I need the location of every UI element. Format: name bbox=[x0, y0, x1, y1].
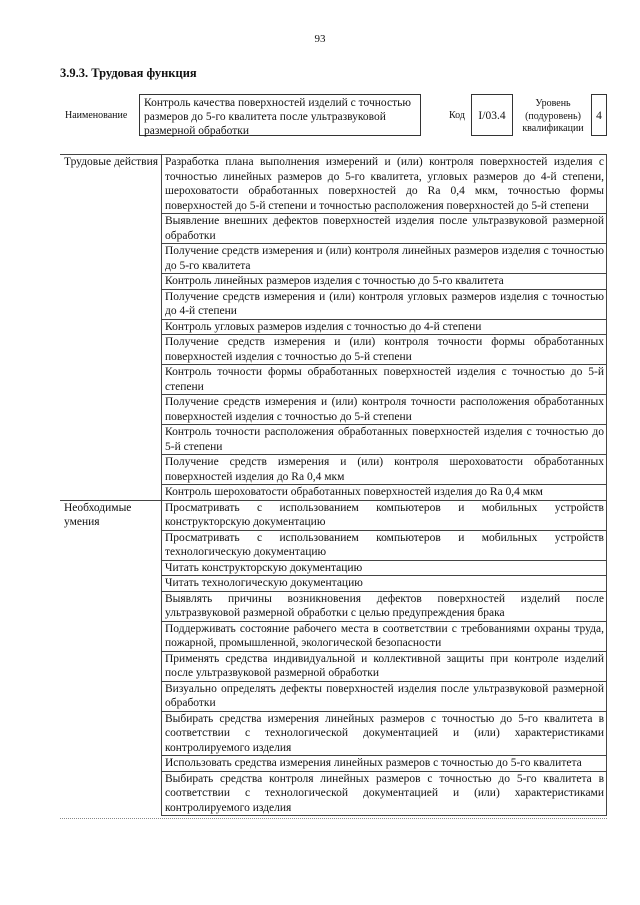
table-row bbox=[60, 214, 607, 244]
list-item: Контроль линейных размеров изделия с точностью до 5-го квалитета bbox=[162, 274, 607, 290]
group-title: Трудовые действия bbox=[60, 155, 162, 214]
group-title bbox=[60, 485, 162, 501]
table-row bbox=[60, 455, 607, 485]
group-title bbox=[60, 425, 162, 455]
list-item: Выявлять причины возникновения дефектов поверхностей изделий после ультразвуковой размерной обработки с целью предупреждения брака bbox=[162, 591, 607, 621]
table-row bbox=[60, 500, 607, 530]
table-row bbox=[60, 289, 607, 319]
group-title bbox=[60, 335, 162, 365]
group-title bbox=[60, 289, 162, 319]
function-details-table bbox=[60, 154, 607, 816]
table-row bbox=[60, 244, 607, 274]
table-row bbox=[60, 155, 607, 214]
group-title bbox=[60, 591, 162, 621]
group-title: Необходимые умения bbox=[60, 500, 162, 530]
table-row bbox=[60, 591, 607, 621]
table-row bbox=[60, 274, 607, 290]
list-item: Выявление внешних дефектов поверхностей изделия после ультразвуковой размерной обработки bbox=[162, 214, 607, 244]
table-row bbox=[60, 756, 607, 772]
function-code: I/03.4 bbox=[471, 94, 513, 136]
list-item: Получение средств измерения и (или) контроля угловых размеров изделия с точностью до 4-й степени bbox=[162, 289, 607, 319]
list-item: Разработка плана выполнения измерений и (или) контроля поверхностей изделия с точностью линейных размеров до 5-го квалитета, угловых размеров до 4-й степени, шероховатости обработанных поверхностей до Ra 0,4 мкм, точностью формы поверхностей до 5-й степени и точностью расположения поверхностей до 5-й степени bbox=[162, 155, 607, 214]
group-title bbox=[60, 274, 162, 290]
group-title bbox=[60, 681, 162, 711]
list-item: Контроль угловых размеров изделия с точностью до 4-й степени bbox=[162, 319, 607, 335]
table-row bbox=[60, 651, 607, 681]
group-title bbox=[60, 319, 162, 335]
table-row bbox=[60, 335, 607, 365]
table-row bbox=[60, 319, 607, 335]
table-row bbox=[60, 560, 607, 576]
list-item: Читать конструкторскую документацию bbox=[162, 560, 607, 576]
group-title bbox=[60, 621, 162, 651]
group-title bbox=[60, 711, 162, 756]
list-item: Читать технологическую документацию bbox=[162, 576, 607, 592]
group-title bbox=[60, 576, 162, 592]
list-item: Контроль шероховатости обработанных поверхностей изделия до Ra 0,4 мкм bbox=[162, 485, 607, 501]
group-title bbox=[60, 756, 162, 772]
table-row bbox=[60, 771, 607, 816]
list-item: Выбирать средства измерения линейных размеров с точностью до 5-го квалитета в соответствии с технологической документацией и (или) характеристиками контролируемого изделия bbox=[162, 711, 607, 756]
level-label: Уровень (подуровень) квалификации bbox=[522, 98, 584, 134]
table-bottom-line bbox=[60, 818, 607, 819]
list-item: Просматривать с использованием компьютеров и мобильных устройств технологическую документацию bbox=[162, 530, 607, 560]
group-title bbox=[60, 771, 162, 816]
code-label: Код bbox=[449, 110, 465, 121]
list-item: Выбирать средства контроля линейных размеров с точностью до 5-го квалитета в соответствии с технологической документацией и (или) характеристиками контролируемого изделия bbox=[162, 771, 607, 816]
list-item: Применять средства индивидуальной и коллективной защиты при контроле изделий после ультразвуковой размерной обработки bbox=[162, 651, 607, 681]
list-item: Получение средств измерения и (или) контроля линейных размеров изделия с точностью до 5-го квалитета bbox=[162, 244, 607, 274]
table-row bbox=[60, 425, 607, 455]
list-item: Поддерживать состояние рабочего места в соответствии с требованиями охраны труда, пожарной, промышленной, экологической безопасности bbox=[162, 621, 607, 651]
table-row bbox=[60, 485, 607, 501]
qualification-level: 4 bbox=[591, 94, 607, 136]
list-item: Контроль точности расположения обработанных поверхностей изделия с точностью до 5-й степени bbox=[162, 425, 607, 455]
group-title bbox=[60, 560, 162, 576]
table-row bbox=[60, 365, 607, 395]
list-item: Получение средств измерения и (или) контроля шероховатости обработанных поверхностей изделия до Ra 0,4 мкм bbox=[162, 455, 607, 485]
function-name: Контроль качества поверхностей изделий с точностью размеров до 5-го квалитета после ультразвуковой размерной обработки bbox=[139, 94, 421, 136]
table-row bbox=[60, 711, 607, 756]
list-item: Просматривать с использованием компьютеров и мобильных устройств конструкторскую документацию bbox=[162, 500, 607, 530]
group-title bbox=[60, 395, 162, 425]
table-row bbox=[60, 576, 607, 592]
section-title: 3.9.3. Трудовая функция bbox=[60, 66, 197, 80]
group-title bbox=[60, 651, 162, 681]
group-title bbox=[60, 365, 162, 395]
group-title bbox=[60, 214, 162, 244]
list-item: Использовать средства измерения линейных размеров с точностью до 5-го квалитета bbox=[162, 756, 607, 772]
table-row bbox=[60, 621, 607, 651]
list-item: Получение средств измерения и (или) контроля точности расположения обработанных поверхностей изделия с точностью до 5-й степени bbox=[162, 395, 607, 425]
group-title bbox=[60, 530, 162, 560]
table-row bbox=[60, 395, 607, 425]
table-row bbox=[60, 681, 607, 711]
table-row bbox=[60, 530, 607, 560]
list-item: Контроль точности формы обработанных поверхностей изделия с точностью до 5-й степени bbox=[162, 365, 607, 395]
list-item: Получение средств измерения и (или) контроля точности формы обработанных поверхностей изделия с точностью до 5-й степени bbox=[162, 335, 607, 365]
page-number: 93 bbox=[314, 33, 326, 45]
function-header bbox=[60, 92, 620, 142]
group-title bbox=[60, 455, 162, 485]
name-label: Наименование bbox=[65, 110, 128, 121]
group-title bbox=[60, 244, 162, 274]
list-item: Визуально определять дефекты поверхностей изделия после ультразвуковой размерной обработки bbox=[162, 681, 607, 711]
